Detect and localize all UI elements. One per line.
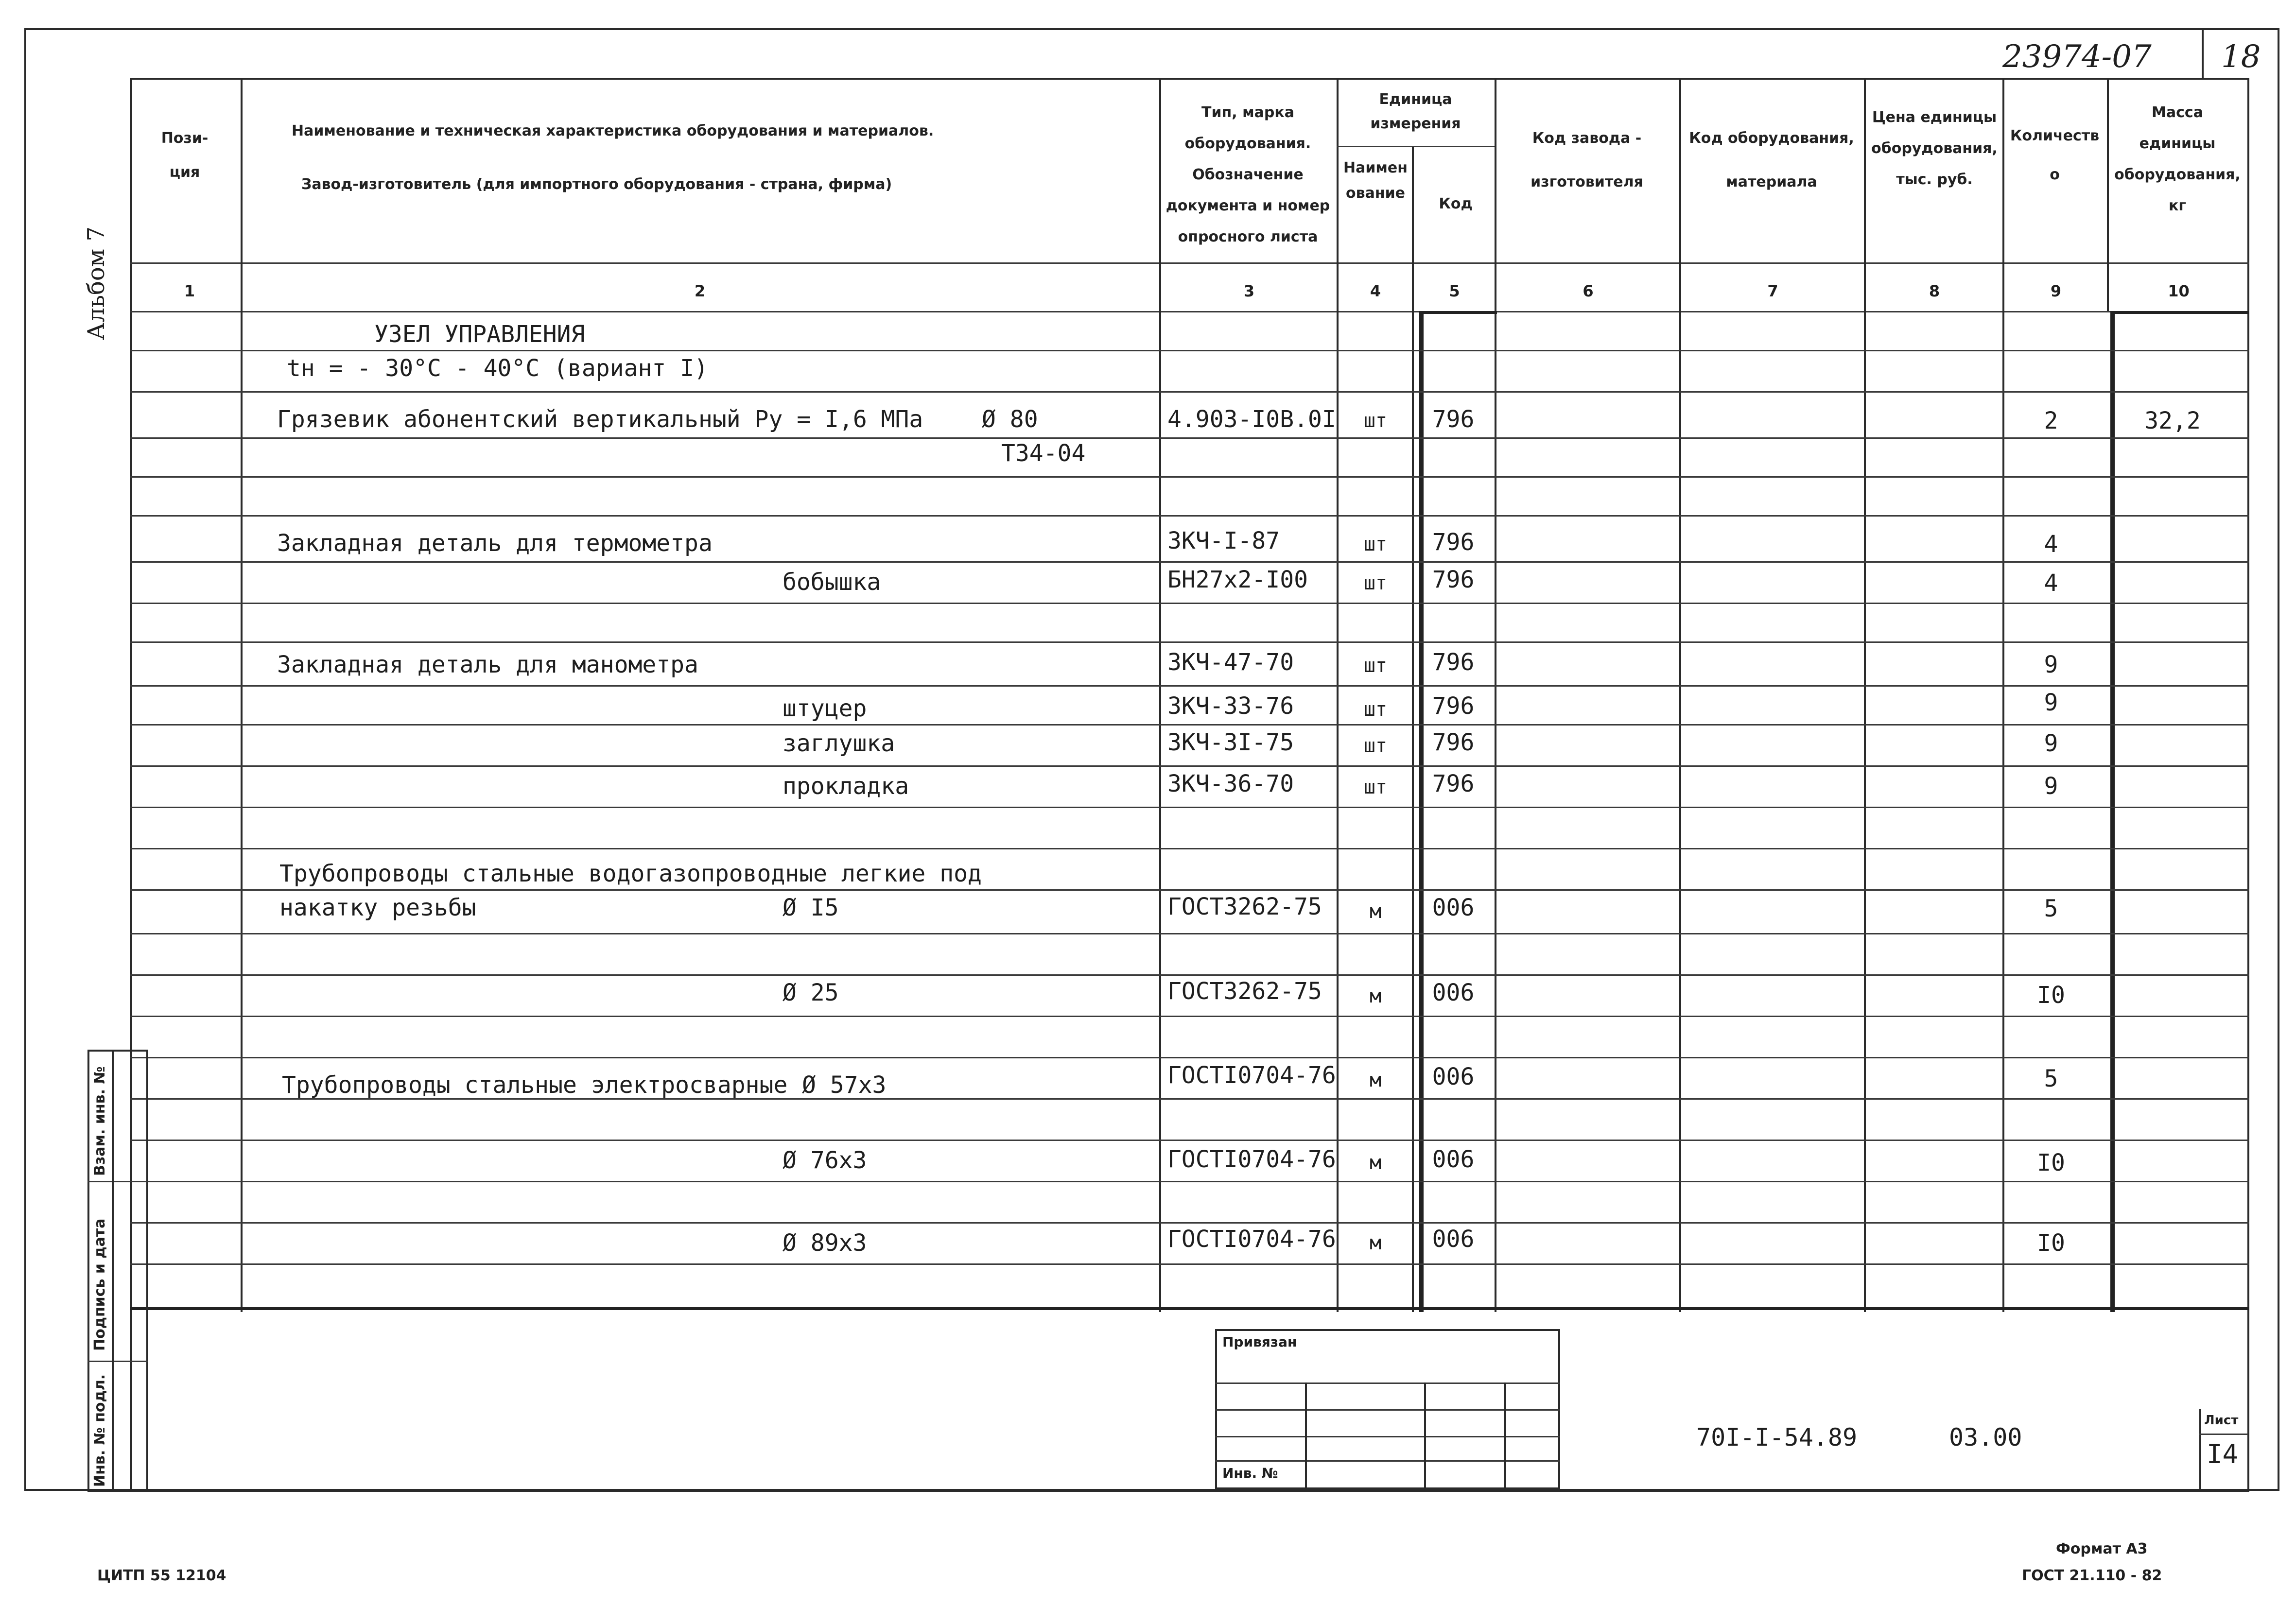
stamp-vzam-inv: Взам. инв. №: [91, 1066, 108, 1176]
row-unit-code: 006: [1432, 979, 1475, 1006]
header-unit-name: Наименование: [1343, 159, 1408, 202]
section-code: 03.00: [1949, 1423, 2022, 1451]
row-document: ЗКЧ-33-76: [1167, 692, 1294, 720]
row-diameter: Ø 76х3: [783, 1147, 867, 1174]
row-name: Закладная деталь для термометра: [277, 530, 713, 557]
col-number-9: 9: [2050, 282, 2062, 300]
footer-gost: ГОСТ 21.110 - 82: [2022, 1567, 2162, 1584]
row-unit-code: 006: [1432, 1226, 1475, 1253]
row-quantity: 2: [2044, 407, 2058, 434]
row-document: ЗКЧ-36-70: [1167, 770, 1294, 797]
col-number-10: 10: [2168, 282, 2190, 300]
header-name-line2: Завод-изготовитель (для импортного оборудования - страна, фирма): [301, 176, 892, 193]
row-quantity: I0: [2037, 1149, 2065, 1176]
row-quantity: I0: [2037, 982, 2065, 1009]
row-diameter: Ø 89х3: [783, 1229, 867, 1257]
row-diameter: Ø 57х3: [802, 1071, 887, 1099]
document-designation: 70I-I-54.89: [1696, 1423, 1858, 1451]
row-name: Закладная деталь для манометра: [277, 651, 698, 678]
col-number-7: 7: [1767, 282, 1778, 300]
row-diameter: Ø 25: [783, 979, 839, 1006]
header-unit-code: Код: [1439, 195, 1473, 212]
col-number-8: 8: [1929, 282, 1940, 300]
row-unit-code: 796: [1432, 770, 1475, 797]
header-plant-code: Код завода - изготовителя: [1531, 130, 1643, 190]
row-title: УЗЕЛ УПРАВЛЕНИЯ: [374, 321, 585, 348]
row-unit: шт: [1363, 776, 1388, 798]
page-number-handwritten: 18: [2221, 39, 2261, 75]
row-temperature: tн = - 30°С - 40°С (вариант I): [287, 355, 708, 382]
row-quantity: 9: [2044, 730, 2058, 757]
row-unit: шт: [1363, 410, 1388, 432]
row-quantity: 9: [2044, 773, 2058, 800]
row-unit: шт: [1363, 572, 1388, 594]
footer-left: ЦИТП 55 12104: [97, 1567, 226, 1584]
row-unit: шт: [1363, 698, 1388, 721]
row-document: БН27х2-I00: [1167, 566, 1308, 593]
row-document: ГОСТ3262-75: [1167, 978, 1322, 1005]
row-name: заглушка: [783, 730, 895, 757]
row-document: ЗКЧ-47-70: [1167, 649, 1294, 676]
row-quantity: I0: [2037, 1229, 2065, 1257]
row-quantity: 5: [2044, 1065, 2058, 1092]
row-name: Трубопроводы стальные водогазопроводные легкие под: [279, 860, 982, 887]
album-label: Альбом 7: [83, 226, 110, 340]
row-name: накатку резьбы: [279, 894, 476, 921]
row-unit: м: [1369, 900, 1382, 923]
stamp-signature-date: Подпись и дата: [91, 1218, 108, 1351]
col-number-1: 1: [184, 282, 195, 300]
row-name: штуцер: [783, 695, 867, 722]
row-document: ГОСТI0704-76: [1167, 1146, 1336, 1173]
row-quantity: 9: [2044, 651, 2058, 678]
sheet-number: I4: [2207, 1439, 2239, 1469]
col-number-3: 3: [1243, 282, 1255, 300]
col-number-2: 2: [694, 282, 706, 300]
header-mass: Масса единицы оборудования, кг: [2114, 104, 2241, 214]
col-number-4: 4: [1370, 282, 1381, 300]
row-name: прокладка: [783, 773, 909, 800]
row-unit-code: 796: [1432, 692, 1475, 720]
row-diameter: Ø I5: [783, 894, 839, 921]
row-quantity: 9: [2044, 689, 2058, 716]
row-name: Трубопроводы стальные электросварные: [282, 1071, 788, 1099]
row-document: ГОСТ3262-75: [1167, 893, 1322, 920]
header-quantity: Количество: [2010, 127, 2100, 183]
row-name-continued: Т34-04: [1001, 440, 1086, 467]
row-unit: м: [1369, 1232, 1382, 1254]
header-unit-price: Цена единицы оборудования, тыс. руб.: [1871, 109, 1998, 188]
row-name: бобышка: [783, 569, 881, 596]
footer-format: Формат А3: [2056, 1540, 2148, 1557]
row-quantity: 4: [2044, 531, 2058, 558]
header-equipment-code: Код оборудования, материала: [1689, 130, 1854, 190]
row-unit-code: 796: [1432, 529, 1475, 556]
inv-no-label: Инв. №: [1222, 1465, 1278, 1481]
row-quantity: 5: [2044, 895, 2058, 922]
row-document: ГОСТI0704-76: [1167, 1062, 1336, 1089]
row-document: ЗКЧ-I-87: [1167, 527, 1280, 554]
sheet-label: Лист: [2204, 1413, 2239, 1428]
row-document: ЗКЧ-3I-75: [1167, 729, 1294, 756]
row-unit: м: [1369, 985, 1382, 1007]
row-unit-code: 006: [1432, 894, 1475, 921]
sheet-number-handwritten: 23974-07: [2002, 39, 2152, 75]
row-mass: 32,2: [2144, 407, 2201, 434]
row-quantity: 4: [2044, 570, 2058, 597]
row-unit-code: 796: [1432, 649, 1475, 676]
row-unit-code: 796: [1432, 566, 1475, 593]
stamp-inv-original: Инв. № подл.: [91, 1374, 108, 1487]
row-unit-code: 006: [1432, 1063, 1475, 1090]
row-unit: шт: [1363, 655, 1388, 677]
row-document: 4.903-I0В.0I: [1167, 406, 1336, 433]
header-name-line1: Наименование и техническая характеристика оборудования и материалов.: [292, 122, 934, 139]
col-number-6: 6: [1583, 282, 1594, 300]
row-name: Грязевик абонентский вертикальный Ру = I,6 МПа: [277, 406, 923, 433]
row-diameter: Ø 80: [982, 406, 1038, 433]
privyazan-label: Привязан: [1222, 1334, 1297, 1350]
row-unit-code: 006: [1432, 1146, 1475, 1173]
row-document: ГОСТI0704-76: [1167, 1226, 1336, 1253]
row-unit: шт: [1363, 533, 1388, 555]
header-unit-group: Единица измерения: [1370, 91, 1461, 132]
col-number-5: 5: [1449, 282, 1460, 300]
header-type-document: Тип, марка оборудования. Обозначение документа и номер опросного листа: [1165, 104, 1330, 245]
row-unit: м: [1369, 1069, 1382, 1091]
row-unit-code: 796: [1432, 729, 1475, 756]
row-unit-code: 796: [1432, 406, 1475, 433]
row-unit: м: [1369, 1152, 1382, 1174]
header-position: Пози- ция: [161, 130, 209, 181]
row-unit: шт: [1363, 735, 1388, 757]
